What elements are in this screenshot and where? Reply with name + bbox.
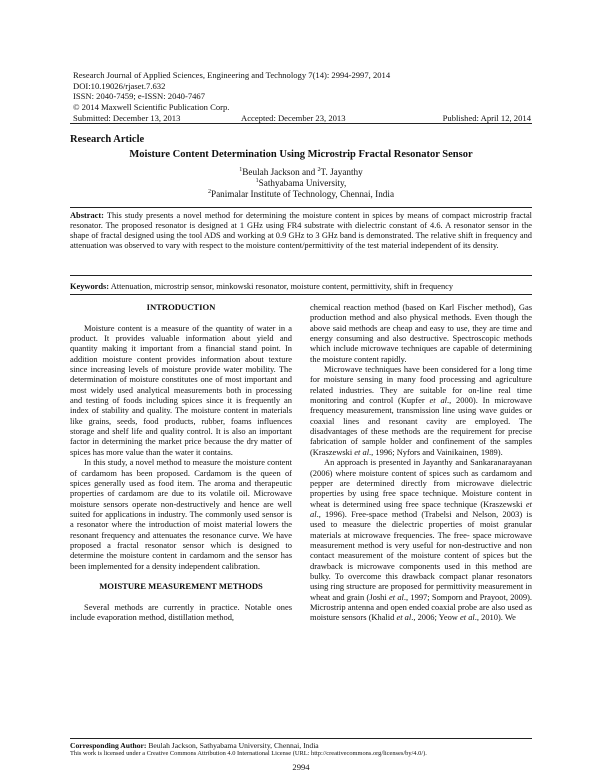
text-run: ., 2006; Yeow: [411, 612, 461, 623]
author-name: Beulah Jackson and: [242, 167, 318, 178]
abstract-bottom-rule: [70, 275, 532, 276]
abstract-top-rule: [70, 207, 532, 208]
text-run: et al: [396, 612, 412, 623]
keywords-text: Attenuation, microstrip sensor, minkowski resonator, moisture content, permittivity, shift in frequency: [109, 282, 454, 291]
keywords: [70, 282, 532, 292]
right-paragraph-2: [310, 364, 532, 457]
text-run: et al: [310, 498, 532, 519]
abstract: [70, 211, 532, 251]
text-run: et al: [429, 395, 448, 406]
journal-citation: Research Journal of Applied Sciences, Engineering and Technology 7(14): 2994-2997, 2014: [73, 70, 391, 80]
text-run: ., 2010). We: [474, 612, 516, 623]
text-run: ., 2000). In microwave frequency measurement, transmission line using wave guides or coaxial lines and resonant cavity are employed. The disadvantages of these methods are the requirement for precise fabrication of sample holder and confinement of the samples (Kraszewski: [310, 395, 532, 457]
author-name: T. Jayanthy: [320, 167, 363, 178]
right-paragraph-3: [310, 457, 532, 623]
author-affil-mark: 1: [239, 167, 243, 173]
published-date: Published: April 12, 2014: [442, 113, 531, 123]
text-run: et al: [354, 446, 370, 457]
right-column: [310, 302, 532, 623]
doi: DOI:10.19026/rjaset.7.632: [73, 80, 166, 91]
authors: [70, 167, 532, 177]
footer-rule: [70, 738, 532, 739]
methods-paragraph-1: Several methods are currently in practice. Notable ones include evaporation method, distillation method,: [70, 601, 292, 623]
keywords-rule: [70, 294, 532, 295]
methods-heading: MOISTURE MEASUREMENT METHODS: [99, 581, 263, 592]
author-affil-mark: 2: [317, 167, 321, 173]
right-paragraph-1: chemical reaction method (based on Karl Fischer method), Gas production method and also physical methods. Even though the above said methods are cheap and easy to use, they are time and energy consuming and also destructive. Spectroscopic methods which include microwave techniques are capable of determining the moisture content rapidly.: [310, 302, 532, 364]
corresponding-label: Corresponding Author:: [70, 741, 147, 750]
header-rule: [70, 123, 532, 124]
abstract-text: This study presents a novel method for determining the moisture content in spices by means of compact microstrip fractal resonator. The proposed resonator is designed at 1 GHz using FR4 substrate with dielectric constant of 4.6. A resonator sensor in the shape of fractal designed using the tool ADS and working at 0.9 GHz to 3 GHz band is demonstrated. The relative shift in frequency and attenuation was observed to vary with respect to the moisture content/permittivity of the test material independent of its density.: [70, 211, 532, 251]
text-run: An approach is presented in Jayanthy and Sankaranarayanan (2006) where moisture content of spices such as cardamom and pepper are determined directly from microwave dielectric properties by using free space technique. Moisture content in wheat is determined using free space technique (Kraszewski: [310, 457, 532, 509]
text-run: et al: [460, 612, 475, 623]
left-column: [70, 302, 292, 623]
text-run: et al: [388, 591, 404, 602]
affiliation-text: Sathyabama University,: [258, 178, 347, 189]
corresponding-author: [70, 741, 319, 750]
introduction-heading: INTRODUCTION: [146, 302, 216, 312]
text-run: Microwave techniques have been considered for a long time for moisture sensing in many food processing and agriculture related industries. They are suitable for on-line real time monitoring and control (Kupfer: [310, 364, 532, 406]
intro-paragraph-1: Moisture content is a measure of the quantity of water in a product. It provides valuable information about yield and quantity making it important from a financial stand point. In addition moisture content provides information about texture since increasing levels of moisture provide water mobility. The determination of moisture constitutes one of most important and most widely used analytical measurements both in processing and testing of foods including spices since it is frequently an index of stability and quality. The moisture content in materials like grains, seeds, food products, rubber, foams influences storage and shelf life and quality control. It is also an important factor in determining the market price because the dry matter of spices has more value than the water it contains.: [70, 322, 292, 457]
affiliation-mark: 2: [207, 189, 211, 195]
text-run: ., 1996; Nyfors and Vainikainen, 1989).: [369, 446, 503, 457]
article-type: Research Article: [70, 134, 145, 145]
copyright: © 2014 Maxwell Scientific Publication Corp.: [73, 101, 230, 112]
issn: ISSN: 2040-7459; e-ISSN: 2040-7467: [73, 91, 206, 101]
corresponding-text: Beulah Jackson, Sathyabama University, Chennai, India: [146, 741, 319, 750]
abstract-label: Abstract:: [70, 211, 104, 220]
keywords-label: Keywords:: [70, 282, 110, 291]
article-title: Moisture Content Determination Using Microstrip Fractal Resonator Sensor: [129, 149, 473, 160]
affiliation-2: [70, 189, 532, 199]
submitted-date: Submitted: December 13, 2013: [73, 113, 181, 123]
affiliation-text: Panimalar Institute of Technology, Chennai, India: [210, 189, 395, 200]
intro-paragraph-2: In this study, a novel method to measure the moisture content of cardamom has been proposed. Cardamom is the queen of spices generally used as food item. The aroma and therapeutic properties of cardamom are due to its volatile oil. Microwave moisture sensors operate non-destructively and hence are well suited for applications in industry. The commonly used sensor is a resonator where the introduction of moist material lowers the resonant frequency and attenuates the resonance curve. We have proposed a fractal resonator sensor which is designed to determine the moisture content in cardamom and the sensor has been implemented for a density independent calibration.: [70, 457, 292, 571]
affiliation-1: [70, 178, 532, 188]
affiliation-mark: 1: [255, 178, 259, 184]
accepted-date: Accepted: December 23, 2013: [241, 113, 346, 123]
license-note: This work is licensed under a Creative Commons Attribution 4.0 International License (URL: http://creativecommons.org/licenses/by/4.0/).: [70, 750, 427, 757]
page-number: 2994: [292, 762, 310, 772]
text-run: ., 1996). Free-space method (Trabelsi and Nelson, 2003) is used to measure the dielectric properties of moist granular materials at microwave frequencies. The free- space microwave measurement method is very useful for non-destructive and non contact measurement of the moisture content of spices but the drawback is microwave components used in this method are bulky. To overcome this drawback compact planar resonators using ring structure are proposed for permittivity measurement in wheat and grain (Joshi: [310, 508, 532, 602]
text-run: ., 1997; Somporn and Prayoot, 2009). Microstrip antenna and open ended coaxial probe are also used as moisture sensors (Khalid: [310, 591, 533, 623]
